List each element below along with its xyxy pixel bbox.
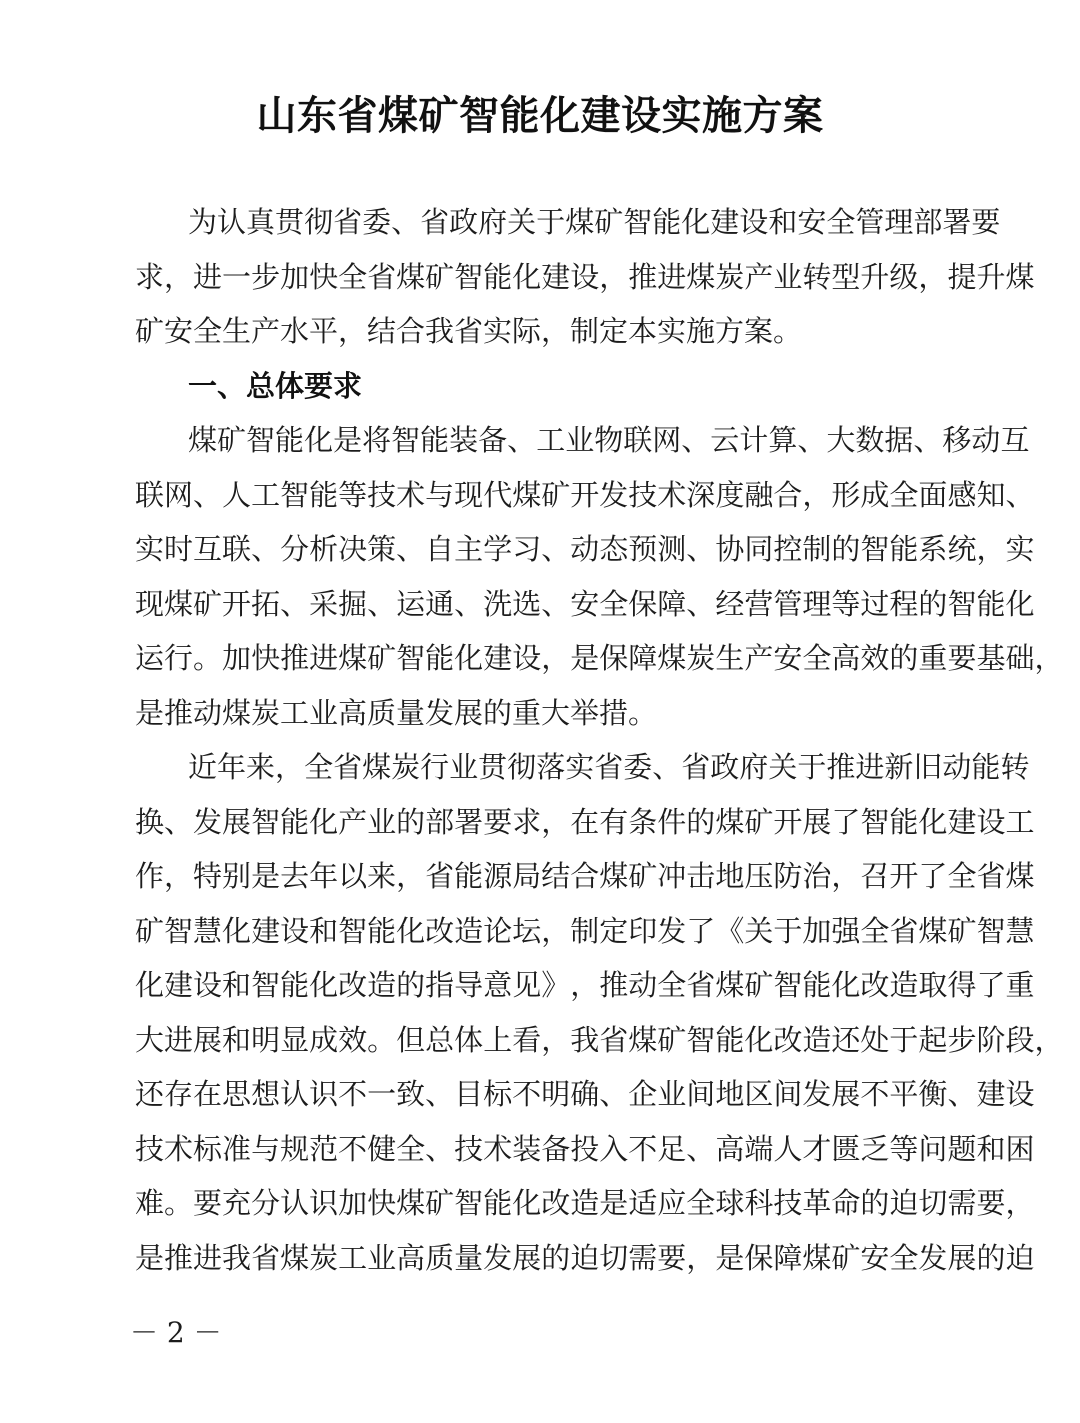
document-title: 山东省煤矿智能化建设实施方案: [256, 92, 824, 139]
paragraph-line: 难 。 要 充 分 认 识 加 快 煤 矿 智 能 化 改 造 是 适 应 全 球 科 技 革 命 的 迫 切 需 要 ，: [135, 1186, 1035, 1220]
paragraph-line: 矿安全生产水平，结合我省实际，制定本实施方案。: [135, 314, 803, 348]
paragraph-line: 近 年 来 ， 全 省 煤 炭 行 业 贯 彻 落 实 省 委 、 省 政 府 关 于 推 进 新 旧 动 能 转: [188, 750, 1030, 784]
paragraph-line: 是推动煤炭工业高质量发展的重大举措。: [135, 695, 658, 730]
paragraph-line: 作 ， 特 别 是 去 年 以 来 ， 省 能 源 局 结 合 煤 矿 冲 击 地 压 防 治 ， 召 开 了 全 省 煤: [135, 859, 1035, 893]
paragraph-line: 联 网 、 人 工 智 能 等 技 术 与 现 代 煤 矿 开 发 技 术 深 度 融 合 ， 形 成 全 面 感 知 、: [135, 477, 1035, 512]
paragraph-line: 换 、 发 展 智 能 化 产 业 的 部 署 要 求 ， 在 有 条 件 的 煤 矿 开 展 了 智 能 化 建 设 工: [135, 804, 1035, 839]
paragraph-line: 化 建 设 和 智 能 化 改 造 的 指 导 意 见 》 ， 推 动 全 省 煤 矿 智 能 化 改 造 取 得 了 重: [135, 968, 1035, 1002]
section-heading: 一、总体要求: [188, 368, 363, 403]
paragraph-line: 实 时 互 联 、 分 析 决 策 、 自 主 学 习 、 动 态 预 测 、 协 同 控 制 的 智 能 系 统 ， 实: [135, 532, 1035, 566]
paragraph-line: 技 术 标 准 与 规 范 不 健 全 、 技 术 装 备 投 入 不 足 、 高 端 人 才 匮 乏 等 问 题 和 困: [135, 1131, 1035, 1166]
paragraph-line: 煤 矿 智 能 化 是 将 智 能 装 备 、 工 业 物 联 网 、 云 计 算 、 大 数 据 、 移 动 互: [188, 423, 1030, 457]
paragraph-line: 是 推 进 我 省 煤 炭 工 业 高 质 量 发 展 的 迫 切 需 要 ， 是 保 障 煤 矿 安 全 发 展 的 迫: [135, 1240, 1035, 1275]
paragraph-line: 现 煤 矿 开 拓 、 采 掘 、 运 通 、 洗 选 、 安 全 保 障 、 经 营 管 理 等 过 程 的 智 能 化: [135, 586, 1035, 621]
paragraph-line: 大 进 展 和 明 显 成 效 。 但 总 体 上 看 ， 我 省 煤 矿 智 能 化 改 造 还 处 于 起 步 阶 段 ，: [135, 1022, 1064, 1057]
paragraph-line: 运 行 。 加 快 推 进 煤 矿 智 能 化 建 设 ， 是 保 障 煤 炭 生 产 安 全 高 效 的 重 要 基 础 ，: [135, 641, 1064, 675]
paragraph-line: 求 ， 进 一 步 加 快 全 省 煤 矿 智 能 化 建 设 ， 推 进 煤 炭 产 业 转 型 升 级 ， 提 升 煤: [135, 259, 1035, 294]
paragraph-line: 还 存 在 思 想 认 识 不 一 致 、 目 标 不 明 确 、 企 业 间 地 区 间 发 展 不 平 衡 、 建 设: [135, 1077, 1035, 1111]
page-number: － 2 －: [130, 1316, 222, 1349]
paragraph-line: 为 认 真 贯 彻 省 委 、 省 政 府 关 于 煤 矿 智 能 化 建 设 和 安 全 管 理 部 署 要: [188, 205, 1001, 239]
paragraph-line: 矿 智 慧 化 建 设 和 智 能 化 改 造 论 坛 ， 制 定 印 发 了 《 关 于 加 强 全 省 煤 矿 智 慧: [135, 913, 1035, 948]
